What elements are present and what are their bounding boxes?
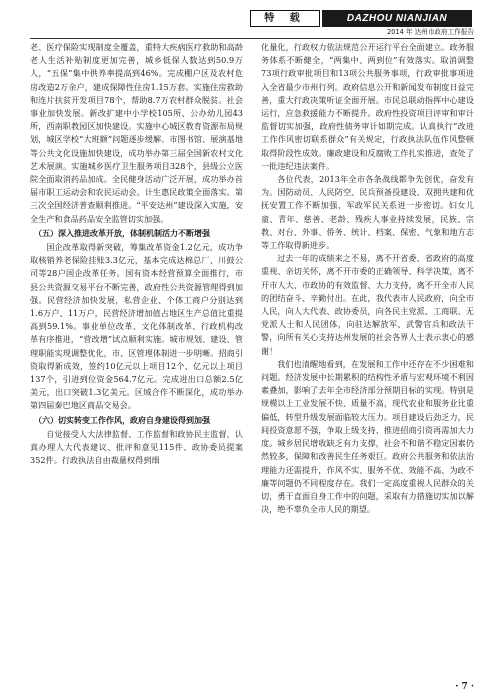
- right-paragraph-3: 过去一年的成绩来之不易，离不开省委、省政府的高度重视、亲切关怀，离不开市委的正确领导、科学决策，离不开市人大、市政协的有效监督、大力支持，离不开全市人民的团结奋斗、辛勤付出。在此，我代表市人民政府，向全市人民，向人大代表、政协委员，向各民主党派、工商联、无党派人士和人民团体，向驻达解放军、武警官兵和政法干警，向所有关心支持达州发展的社会各界人士表示衷心的感谢！: [261, 253, 474, 356]
- right-paragraph-1: 化量化，行政权力依法规范公开运行平台全面建立。政务服务体系不断健全，“两集中、两到位”有效落实。取消调整73项行政审批项目和13项公共服务事项，行政审批事项进入全省最少市州行列。政府信息公开和新闻发布制度日益完善，重大行政决策听证全面开展。市民总联动指挥中心建设运行，应急救援能力不断提升。政府性投资项目评审和审计监督切实加强，政府性债务审计如期完成。认真执行“改进工作作风密切联系群众”有关规定，行政执法队伍作风整顿取得阶段性成效。廉政建设和反腐败工作扎实推进，查处了一批违纪违法案件。: [261, 42, 474, 171]
- section-heading-5: （五）深入推进改革开放，体制机制活力不断增强: [34, 228, 210, 238]
- section-tag: 特 载: [250, 10, 320, 27]
- right-paragraph-2: 各位代表，2013年全市各条战线都争先创优，奋发有为。国防动员、人民防空、民兵预备役建设、双拥共建和优抚安置工作不断加强，军政军民关系进一步密切。妇女儿童、青年、慈善、老龄、残疾人事业持续发展，民族、宗教、对台、外事、侨务、统计、档案、保密、气象和地方志等工作取得新进步。: [261, 174, 474, 251]
- page-header: [0, 0, 486, 38]
- header-subtitle: 2014 年 达州市政府工作报告: [387, 28, 474, 36]
- left-paragraph-3: 自觉接受人大法律监督、工作监督和政协民主监督，认真办理人大代表建议、批评和意见115件、政协委员提案352件。行政执法自由裁量权得到细: [30, 428, 243, 466]
- left-paragraph-2: 国企改革取得新突破，筹集改革资金1.2亿元，成功争取核销养老保险挂账3.3亿元，基本完成达棉总厂、川鼓公司等28户国企改革任务。国有资本经营预算全面推行，市县公共资源交易平台不断完善，政府性公共资源管理得到加强。民营经济加快发展，私营企业、个体工商户分别达到1.6万户、11万户，民营经济增加值占地区生产总值比重提高到59.1%。事业单位改革、文化体制改革、行政机构改革有序推进，“营改增”试点顺利实施。城市规划、建设、管理职能实现调整优化，市、区管理体制进一步明晰。招商引资取得新成效，签约10亿元以上项目12个、亿元以上项目137个，引进到位资金564.7亿元。完成进出口总额2.5亿美元，出口突破1.3亿美元。区域合作不断深化，成功举办第四届秦巴地区商品交易会。: [30, 242, 243, 411]
- yearbook-brand: DAZHOU NIANJIAN: [322, 10, 472, 27]
- page-number: · 7 ·: [455, 682, 474, 692]
- section-heading-6: （六）切实转变工作作风，政府自身建设得到加强: [34, 415, 210, 425]
- left-column: [30, 41, 243, 681]
- right-paragraph-4: 我们也清醒地看到，在发展和工作中还存在不少困难和问题。经济发展中长期累积的结构性矛盾与宏观环境不利因素叠加，影响了去年全市经济部分预期目标的实现。特别是规模以上工业发展不快、质量不高，现代农业和服务业比重偏低，转型升级发展面临较大压力。项目建设后劲乏力，民间投资意愿不强，争取上级支持、推进招商引资再需加大力度。城乡居民增收缺乏有力支撑，社会不和谐不稳定因素仍然较多，保障和改善民生任务艰巨。政府公共服务和依法治理能力还需提升，作风不实、服务不优、效能不高、为政不廉等问题仍不同程度存在。我们一定高度重视人民群众的关切，勇于直面自身工作中的问题，采取有力措施切实加以解决，绝不辜负全市人民的期望。: [261, 358, 474, 515]
- left-paragraph-1: 老、医疗保险实现制度全覆盖，重特大疾病医疗救助和高龄老人生活补贴制度更加完善，城乡低保人数达到50.9万人，“五保”集中供养率提高到46%。完成棚户区及农村危房改造2万余户，建成保障性住房1.15万套。实施住房救助和连片扶贫开发项目78个，帮助8.7万农村群众脱贫。社会事业加快发展。新改扩建中小学校105所、公办幼儿园43所，西南职教园区加快建设。实施中心城区教育资源布局规划，城区学校“大班额”问题逐步缓解。市图书馆、展演基地等公共文化设施加快建设，成功举办第三届全国新农村文化艺术展演。实施城乡医疗卫生服务项目328个，县级公立医院全面取消药品加成。全民健身活动广泛开展，成功举办首届市职工运动会和农民运动会。计生惠民政策全面落实。第三次全国经济普查顺利推进。“平安达州”建设深入实施，安全生产和食品药品安全监管切实加强。: [30, 42, 243, 224]
- header-rule: [30, 38, 474, 39]
- right-column: [261, 41, 474, 681]
